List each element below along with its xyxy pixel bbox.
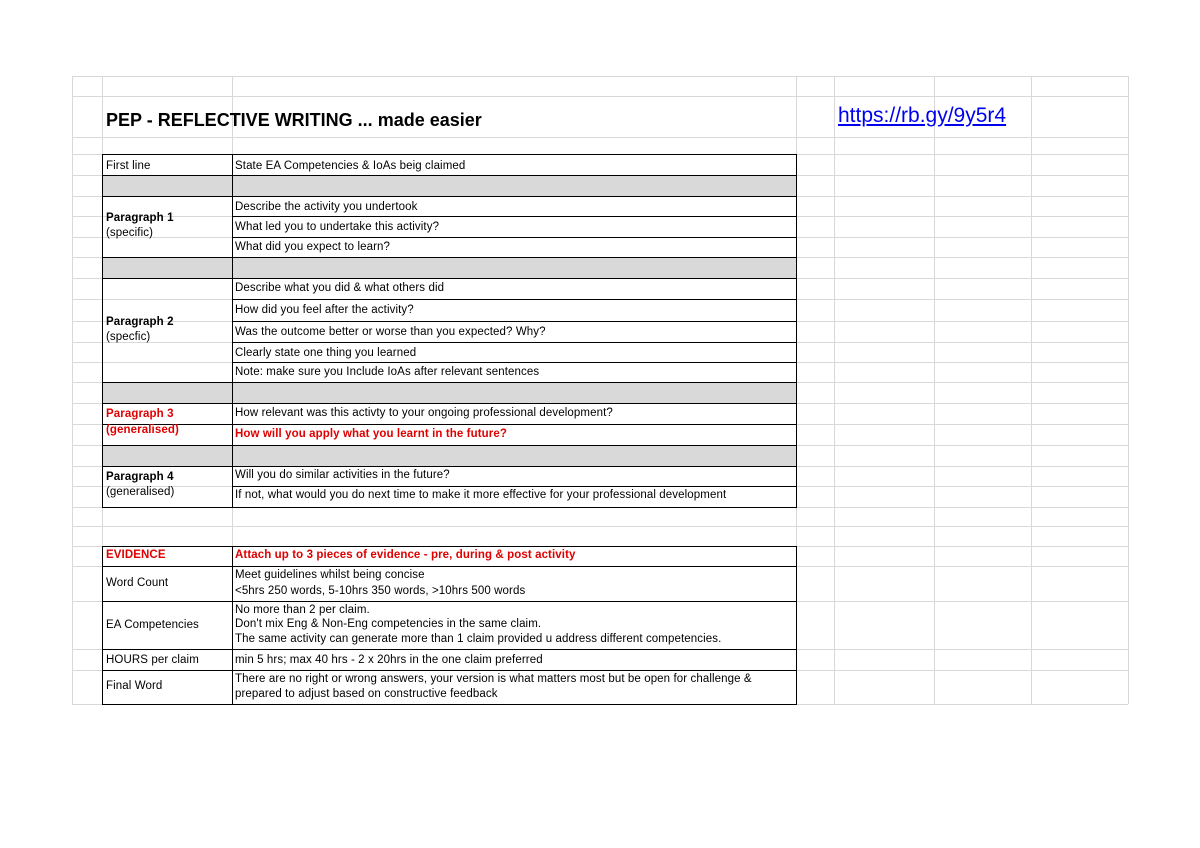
table-border: [232, 342, 797, 343]
table-border: [102, 154, 103, 507]
separator-row: [102, 445, 796, 466]
table-border: [102, 566, 797, 567]
gridline: [72, 76, 73, 704]
table-border: [232, 424, 797, 425]
first-line-text: State EA Competencies & IoAs beig claimed: [235, 160, 466, 172]
table-border: [102, 278, 797, 279]
separator-row: [102, 175, 796, 196]
gridline: [72, 76, 1128, 77]
table-border: [102, 546, 103, 704]
paragraph-2-item: Clearly state one thing you learned: [235, 347, 417, 359]
table-border: [796, 154, 797, 507]
table-border: [796, 546, 797, 704]
table-border: [102, 445, 797, 446]
paragraph-4-item: If not, what would you do next time to make it more effective for your professional development: [235, 489, 727, 501]
gridline: [72, 526, 1128, 527]
paragraph-1-item: What led you to undertake this activity?: [235, 221, 440, 233]
paragraph-1-sub: (specific): [106, 227, 154, 239]
table-border: [102, 670, 797, 671]
final-word-line: prepared to adjust based on constructive feedback: [235, 688, 498, 700]
paragraph-2-item: Describe what you did & what others did: [235, 282, 445, 294]
table-border: [102, 546, 797, 547]
paragraph-1-item: What did you expect to learn?: [235, 241, 391, 253]
word-count-label: Word Count: [106, 577, 169, 589]
paragraph-3-item: How relevant was this activty to your ongoing professional development?: [235, 407, 613, 419]
table-border: [102, 196, 797, 197]
first-line-label: First line: [106, 160, 151, 172]
paragraph-4-sub: (generalised): [106, 486, 175, 498]
page-title: PEP - REFLECTIVE WRITING ... made easier: [106, 110, 482, 130]
paragraph-1-label: Paragraph 1: [106, 212, 174, 224]
gridline: [934, 76, 935, 704]
paragraph-3-sub: (generalised): [106, 424, 179, 436]
paragraph-1-item: Describe the activity you undertook: [235, 201, 418, 213]
gridline: [1128, 76, 1129, 704]
paragraph-2-sub: (specfic): [106, 331, 151, 343]
gridline: [834, 76, 835, 704]
table-border: [232, 237, 797, 238]
table-border: [102, 704, 797, 705]
table-border: [102, 382, 797, 383]
ea-competencies-line: The same activity can generate more than 1 claim provided u address different competencies.: [235, 633, 722, 645]
short-link[interactable]: https://rb.gy/9y5r4: [838, 104, 1007, 127]
paragraph-4-label: Paragraph 4: [106, 471, 174, 483]
table-border: [102, 175, 797, 176]
word-count-line: <5hrs 250 words, 5-10hrs 350 words, >10hrs 500 words: [235, 585, 526, 597]
hours-text: min 5 hrs; max 40 hrs - 2 x 20hrs in the one claim preferred: [235, 654, 543, 666]
gridline: [1031, 76, 1032, 704]
table-border: [232, 216, 797, 217]
paragraph-3-label: Paragraph 3: [106, 408, 174, 420]
word-count-line: Meet guidelines whilst being concise: [235, 569, 425, 581]
table-border: [232, 486, 797, 487]
table-border: [102, 649, 797, 650]
table-border: [102, 507, 797, 508]
table-border: [102, 403, 797, 404]
table-border: [232, 154, 233, 507]
gridline: [72, 137, 1128, 138]
ea-competencies-line: Don't mix Eng & Non-Eng competencies in the same claim.: [235, 618, 542, 630]
separator-row: [102, 382, 796, 403]
table-border: [102, 257, 797, 258]
paragraph-2-item: Was the outcome better or worse than you expected? Why?: [235, 326, 546, 338]
table-border: [102, 601, 797, 602]
paragraph-3-item-highlight: How will you apply what you learnt in the future?: [235, 428, 507, 440]
table-border: [232, 299, 797, 300]
table-border: [232, 362, 797, 363]
ea-competencies-label: EA Competencies: [106, 619, 199, 631]
hours-label: HOURS per claim: [106, 654, 199, 666]
evidence-text: Attach up to 3 pieces of evidence - pre, during & post activity: [235, 549, 576, 561]
paragraph-2-item: How did you feel after the activity?: [235, 304, 414, 316]
table-border: [102, 466, 797, 467]
ea-competencies-line: No more than 2 per claim.: [235, 604, 370, 616]
table-border: [232, 546, 233, 704]
table-border: [232, 321, 797, 322]
paragraph-4-item: Will you do similar activities in the future?: [235, 469, 450, 481]
final-word-label: Final Word: [106, 680, 163, 692]
separator-row: [102, 257, 796, 278]
table-border: [102, 154, 797, 155]
final-word-line: There are no right or wrong answers, your version is what matters most but be open for challenge &: [235, 673, 752, 685]
paragraph-2-label: Paragraph 2: [106, 316, 174, 328]
gridline: [72, 96, 1128, 97]
paragraph-2-item: Note: make sure you Include IoAs after relevant sentences: [235, 366, 540, 378]
evidence-label: EVIDENCE: [106, 549, 166, 561]
